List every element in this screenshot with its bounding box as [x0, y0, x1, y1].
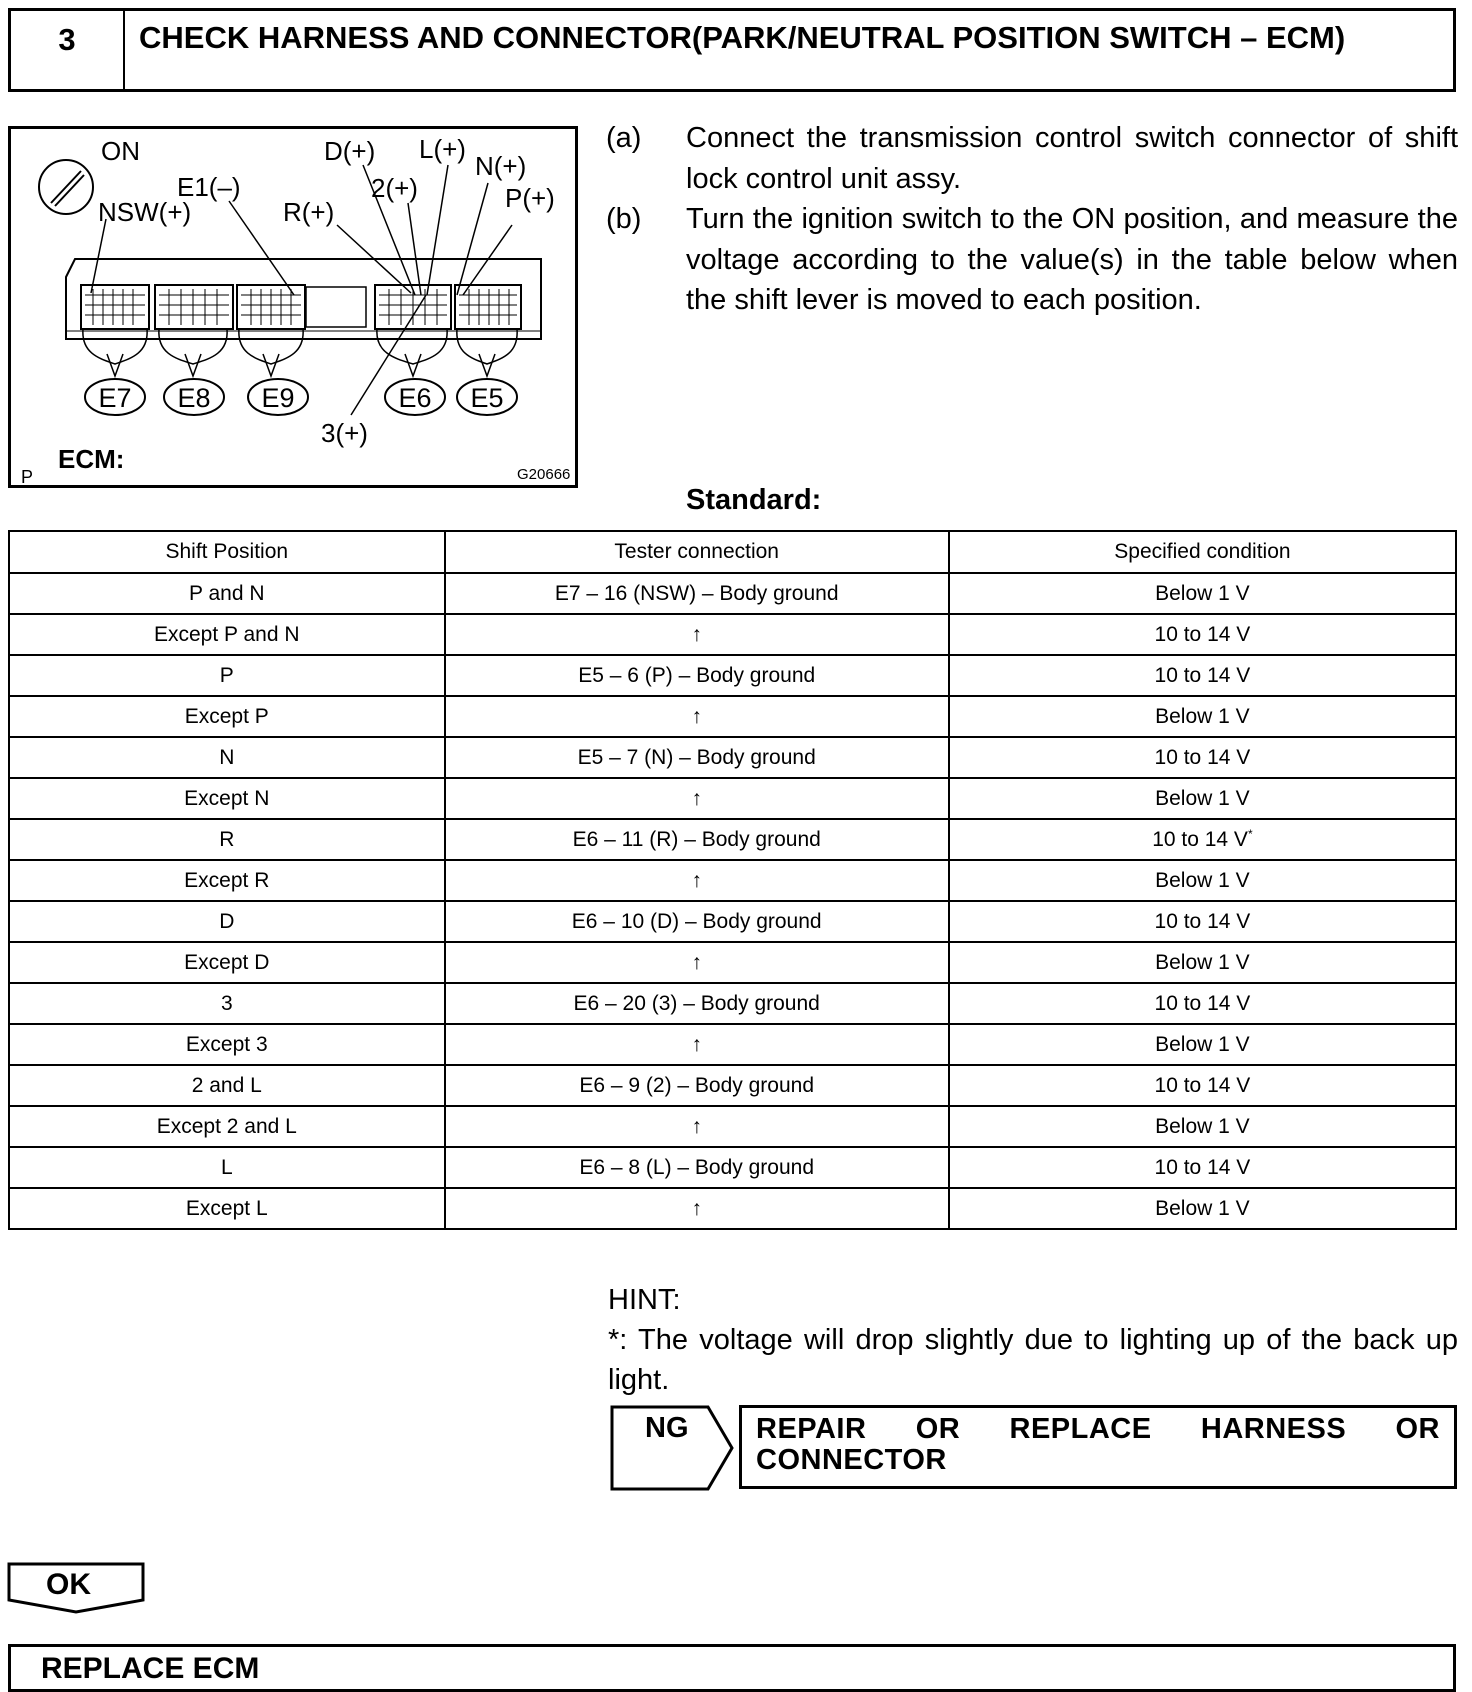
cell-shift: R: [9, 819, 445, 860]
table-row: [9, 942, 1456, 983]
ng-action-text: REPAIR OR REPLACE HARNESS OR CONNECTOR: [756, 1413, 1440, 1476]
cell-condition: Below 1 V: [949, 1188, 1456, 1229]
table-row: [9, 901, 1456, 942]
table-row: [9, 573, 1456, 614]
instruction-a-letter: (a): [606, 122, 642, 154]
cell-shift: D: [9, 901, 445, 942]
instruction-b-text: Turn the ignition switch to the ON position, and measure the voltage according to the value(s) in the table below when the shift lever is moved to each position.: [686, 203, 1458, 316]
cell-shift: Except P and N: [9, 614, 445, 655]
connector-e7-label: E7: [98, 383, 132, 413]
table-row: [9, 614, 1456, 655]
connector-e5-label: E5: [470, 383, 504, 413]
cell-condition: Below 1 V: [949, 778, 1456, 819]
cell-connection: ↑: [445, 942, 949, 983]
label-l: L(+): [419, 134, 466, 164]
table-row: [9, 1065, 1456, 1106]
cell-condition-value: 10 to 14 V: [1152, 828, 1248, 851]
table-row: [9, 860, 1456, 901]
cell-connection: E6 – 20 (3) – Body ground: [445, 983, 949, 1024]
cell-shift: P: [9, 655, 445, 696]
label-n: N(+): [475, 151, 527, 181]
cell-shift: P and N: [9, 573, 445, 614]
cell-shift: 2 and L: [9, 1065, 445, 1106]
cell-connection: E7 – 16 (NSW) – Body ground: [445, 573, 949, 614]
table-row: [9, 655, 1456, 696]
cell-connection: ↑: [445, 1188, 949, 1229]
cell-connection: E6 – 9 (2) – Body ground: [445, 1065, 949, 1106]
cell-connection: E5 – 7 (N) – Body ground: [445, 737, 949, 778]
ecm-body: [66, 259, 541, 339]
cell-connection: ↑: [445, 614, 949, 655]
cell-shift: Except 2 and L: [9, 1106, 445, 1147]
cell-condition: 10 to 14 V: [949, 1147, 1456, 1188]
label-p-mark: P: [21, 467, 34, 487]
label-e1: E1(–): [177, 172, 241, 202]
standard-label: Standard:: [686, 484, 822, 516]
table-row: [9, 983, 1456, 1024]
header-specified-condition: Specified condition: [949, 531, 1456, 573]
table-row: [9, 1024, 1456, 1065]
table-row: [9, 696, 1456, 737]
cell-condition: Below 1 V: [949, 942, 1456, 983]
ecm-diagram-svg: [11, 129, 581, 491]
final-action-box: [8, 1644, 1456, 1692]
connector-e8-block: [155, 285, 233, 329]
cell-shift: Except D: [9, 942, 445, 983]
instruction-a: [606, 118, 1458, 199]
instructions: [606, 118, 1458, 321]
final-action-text: REPLACE ECM: [41, 1652, 260, 1685]
label-r: R(+): [283, 197, 335, 227]
hint-text: *: The voltage will drop slightly due to lighting up of the back up light.: [608, 1324, 1458, 1396]
cell-condition: Below 1 V: [949, 860, 1456, 901]
cell-shift: Except L: [9, 1188, 445, 1229]
table-row: [9, 778, 1456, 819]
connector-e9-label: E9: [261, 383, 295, 413]
cell-condition: [949, 819, 1456, 860]
cell-connection: ↑: [445, 860, 949, 901]
table-row: [9, 1106, 1456, 1147]
table-header-row: [9, 531, 1456, 573]
figure-id: G20666: [517, 466, 571, 483]
cell-shift: Except N: [9, 778, 445, 819]
connector-e8-label: E8: [177, 383, 211, 413]
cell-condition: 10 to 14 V: [949, 1065, 1456, 1106]
label-ecm: ECM:: [58, 444, 125, 474]
connector-e6-label: E6: [398, 383, 432, 413]
cell-connection: E6 – 11 (R) – Body ground: [445, 819, 949, 860]
label-2: 2(+): [371, 173, 418, 203]
standard-table: [8, 530, 1457, 1230]
wire-harnesses: [83, 329, 517, 376]
header-shift-position: Shift Position: [9, 531, 445, 573]
cell-condition: 10 to 14 V: [949, 901, 1456, 942]
cell-condition: Below 1 V: [949, 696, 1456, 737]
ecm-connector-diagram: [8, 126, 578, 488]
label-3: 3(+): [321, 418, 368, 448]
cell-shift: Except P: [9, 696, 445, 737]
table-row: [9, 737, 1456, 778]
footnote-marker: *: [1247, 827, 1253, 841]
step-number: 3: [11, 11, 125, 89]
ng-label: NG: [645, 1412, 689, 1444]
cell-shift: Except 3: [9, 1024, 445, 1065]
step-header: [8, 8, 1456, 92]
table-row: [9, 819, 1456, 860]
cell-condition: 10 to 14 V: [949, 983, 1456, 1024]
instruction-b-letter: (b): [606, 203, 642, 235]
instruction-a-text: Connect the transmission control switch connector of shift lock control unit assy.: [686, 122, 1458, 195]
label-d: D(+): [324, 136, 376, 166]
cell-connection: ↑: [445, 1024, 949, 1065]
ng-action-box: [739, 1405, 1457, 1489]
cell-connection: ↑: [445, 696, 949, 737]
cell-shift: Except R: [9, 860, 445, 901]
cell-condition: 10 to 14 V: [949, 655, 1456, 696]
ok-label: OK: [46, 1568, 91, 1601]
cell-connection: E5 – 6 (P) – Body ground: [445, 655, 949, 696]
cell-shift: N: [9, 737, 445, 778]
cell-shift: L: [9, 1147, 445, 1188]
instruction-b: [606, 199, 1458, 321]
label-nsw: NSW(+): [98, 197, 192, 227]
cell-condition: 10 to 14 V: [949, 737, 1456, 778]
hint-title: HINT:: [608, 1284, 681, 1316]
connector-e9-block: [237, 285, 305, 329]
header-tester-connection: Tester connection: [445, 531, 949, 573]
cell-shift: 3: [9, 983, 445, 1024]
cell-condition: Below 1 V: [949, 1024, 1456, 1065]
hint-section: [608, 1280, 1458, 1400]
cell-connection: ↑: [445, 1106, 949, 1147]
cell-condition: Below 1 V: [949, 1106, 1456, 1147]
label-on: ON: [101, 136, 140, 166]
ignition-key-icon: [39, 160, 93, 214]
step-title: CHECK HARNESS AND CONNECTOR(PARK/NEUTRAL POSITION SWITCH – ECM): [139, 20, 1346, 55]
connector-ovals: [85, 379, 517, 415]
cell-condition: Below 1 V: [949, 573, 1456, 614]
label-p: P(+): [505, 183, 555, 213]
cell-condition: 10 to 14 V: [949, 614, 1456, 655]
cell-connection: E6 – 8 (L) – Body ground: [445, 1147, 949, 1188]
cell-connection: ↑: [445, 778, 949, 819]
table-row: [9, 1188, 1456, 1229]
table-row: [9, 1147, 1456, 1188]
cell-connection: E6 – 10 (D) – Body ground: [445, 901, 949, 942]
